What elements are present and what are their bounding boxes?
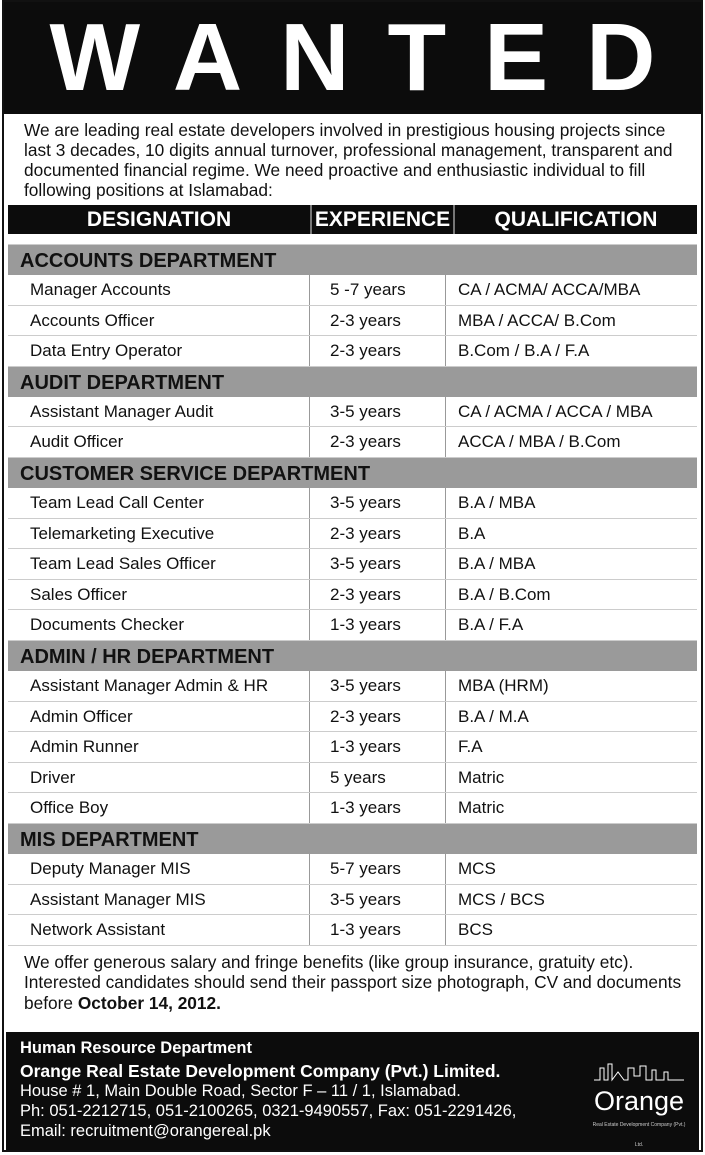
outro-text bbox=[4, 946, 701, 1020]
qualification-cell: CA / ACMA / ACCA / MBA bbox=[458, 401, 653, 421]
qualification-cell: MCS / BCS bbox=[458, 889, 545, 909]
table-row bbox=[8, 702, 697, 733]
qualification-cell: MBA / ACCA/ B.Com bbox=[458, 310, 616, 330]
job-advertisement bbox=[2, 0, 703, 1152]
experience-cell: 1-3 years bbox=[310, 793, 446, 823]
table-header bbox=[8, 205, 697, 234]
department-header: AUDIT DEPARTMENT bbox=[8, 367, 697, 397]
headline: WANTED bbox=[4, 2, 701, 114]
table-row bbox=[8, 397, 697, 428]
experience-cell: 2-3 years bbox=[310, 580, 446, 610]
deadline: October 14, 2012. bbox=[77, 992, 221, 1013]
designation-cell: Audit Officer bbox=[8, 427, 310, 457]
experience-cell: 1-3 years bbox=[310, 915, 446, 945]
contact-footer bbox=[6, 1032, 699, 1150]
qualification-cell: MBA (HRM) bbox=[458, 675, 549, 695]
table-row bbox=[8, 549, 697, 580]
company-logo bbox=[589, 1062, 689, 1155]
designation-cell: Documents Checker bbox=[8, 610, 310, 640]
qualification-cell: Matric bbox=[458, 767, 505, 787]
footer-email[interactable]: Email: recruitment@orangereal.pk bbox=[20, 1122, 271, 1140]
table-row bbox=[8, 763, 697, 794]
experience-cell: 2-3 years bbox=[310, 427, 446, 457]
department-header: ACCOUNTS DEPARTMENT bbox=[8, 245, 697, 275]
designation-cell: Admin Runner bbox=[8, 732, 310, 762]
footer-phone: Ph: 051-2212715, 051-2100265, 0321-9490557, Fax: 051-2291426, bbox=[20, 1102, 517, 1120]
table-row bbox=[8, 732, 697, 763]
designation-cell: Assistant Manager Audit bbox=[8, 397, 310, 427]
experience-cell: 2-3 years bbox=[310, 519, 446, 549]
table-row bbox=[8, 854, 697, 885]
logo-tagline: Real Estate Development Company (Pvt.) Ltd. bbox=[592, 1122, 686, 1148]
qualification-cell: F.A bbox=[458, 737, 483, 757]
experience-cell: 3-5 years bbox=[310, 397, 446, 427]
positions-table bbox=[8, 244, 697, 946]
designation-cell: Team Lead Sales Officer bbox=[8, 549, 310, 579]
experience-cell: 3-5 years bbox=[310, 671, 446, 701]
designation-cell: Accounts Officer bbox=[8, 306, 310, 336]
department-header: MIS DEPARTMENT bbox=[8, 824, 697, 854]
designation-cell: Sales Officer bbox=[8, 580, 310, 610]
experience-cell: 2-3 years bbox=[310, 306, 446, 336]
footer-dept: Human Resource Department bbox=[20, 1039, 252, 1057]
qualification-cell: B.A / M.A bbox=[458, 706, 529, 726]
experience-cell: 1-3 years bbox=[310, 732, 446, 762]
table-row bbox=[8, 671, 697, 702]
designation-cell: Admin Officer bbox=[8, 702, 310, 732]
experience-cell: 5-7 years bbox=[310, 854, 446, 884]
qualification-cell: B.A bbox=[458, 523, 486, 543]
table-row bbox=[8, 580, 697, 611]
qualification-cell: B.Com / B.A / F.A bbox=[458, 341, 590, 361]
table-row bbox=[8, 488, 697, 519]
table-row bbox=[8, 915, 697, 946]
experience-cell: 2-3 years bbox=[310, 702, 446, 732]
designation-cell: Telemarketing Executive bbox=[8, 519, 310, 549]
skyline-icon bbox=[594, 1062, 684, 1082]
designation-cell: Team Lead Call Center bbox=[8, 488, 310, 518]
designation-cell: Assistant Manager MIS bbox=[8, 885, 310, 915]
experience-cell: 2-3 years bbox=[310, 336, 446, 366]
table-row bbox=[8, 610, 697, 641]
qualification-cell: BCS bbox=[458, 920, 493, 940]
experience-cell: 3-5 years bbox=[310, 549, 446, 579]
designation-cell: Driver bbox=[8, 763, 310, 793]
header-designation: DESIGNATION bbox=[86, 208, 232, 231]
table-row bbox=[8, 306, 697, 337]
experience-cell: 1-3 years bbox=[310, 610, 446, 640]
designation-cell: Deputy Manager MIS bbox=[8, 854, 310, 884]
qualification-cell: ACCA / MBA / B.Com bbox=[458, 432, 621, 452]
header-experience: EXPERIENCE bbox=[310, 205, 455, 234]
department-header: ADMIN / HR DEPARTMENT bbox=[8, 641, 697, 671]
footer-company: Orange Real Estate Development Company (Pvt.) Limited. bbox=[20, 1061, 501, 1081]
outro-body: We offer generous salary and fringe benefits (like group insurance, gratuity etc). Interested candidates should send their passport size photograph, CV and documents before bbox=[24, 951, 682, 1013]
experience-cell: 3-5 years bbox=[310, 885, 446, 915]
qualification-cell: B.A / MBA bbox=[458, 554, 536, 574]
experience-cell: 5 -7 years bbox=[310, 275, 446, 305]
designation-cell: Assistant Manager Admin & HR bbox=[8, 671, 310, 701]
table-row bbox=[8, 427, 697, 458]
table-row bbox=[8, 519, 697, 550]
qualification-cell: CA / ACMA/ ACCA/MBA bbox=[458, 280, 641, 299]
department-header: CUSTOMER SERVICE DEPARTMENT bbox=[8, 458, 697, 488]
designation-cell: Data Entry Operator bbox=[8, 336, 310, 366]
qualification-cell: B.A / MBA bbox=[458, 492, 536, 512]
designation-cell: Manager Accounts bbox=[8, 275, 310, 305]
qualification-cell: B.A / B.Com bbox=[458, 584, 551, 604]
intro-text: We are leading real estate developers involved in prestigious housing projects since last 3 decades, 10 digits annual turnover, professional management, transparent and documented financial regime. We need proactive and enthusiastic individual to fill following positions at Islamabad: bbox=[24, 120, 673, 200]
qualification-cell: Matric bbox=[458, 798, 505, 818]
designation-cell: Office Boy bbox=[8, 793, 310, 823]
logo-word: Orange bbox=[593, 1086, 685, 1116]
qualification-cell: B.A / F.A bbox=[458, 615, 524, 635]
qualification-cell: MCS bbox=[458, 858, 496, 878]
experience-cell: 5 years bbox=[310, 763, 446, 793]
designation-cell: Network Assistant bbox=[8, 915, 310, 945]
footer-address: House # 1, Main Double Road, Sector F – 11 / 1, Islamabad. bbox=[20, 1082, 461, 1100]
table-row bbox=[8, 885, 697, 916]
table-row bbox=[8, 275, 697, 306]
table-row bbox=[8, 793, 697, 824]
experience-cell: 3-5 years bbox=[310, 488, 446, 518]
table-row bbox=[8, 336, 697, 367]
header-qualification: QUALIFICATION bbox=[494, 208, 658, 231]
